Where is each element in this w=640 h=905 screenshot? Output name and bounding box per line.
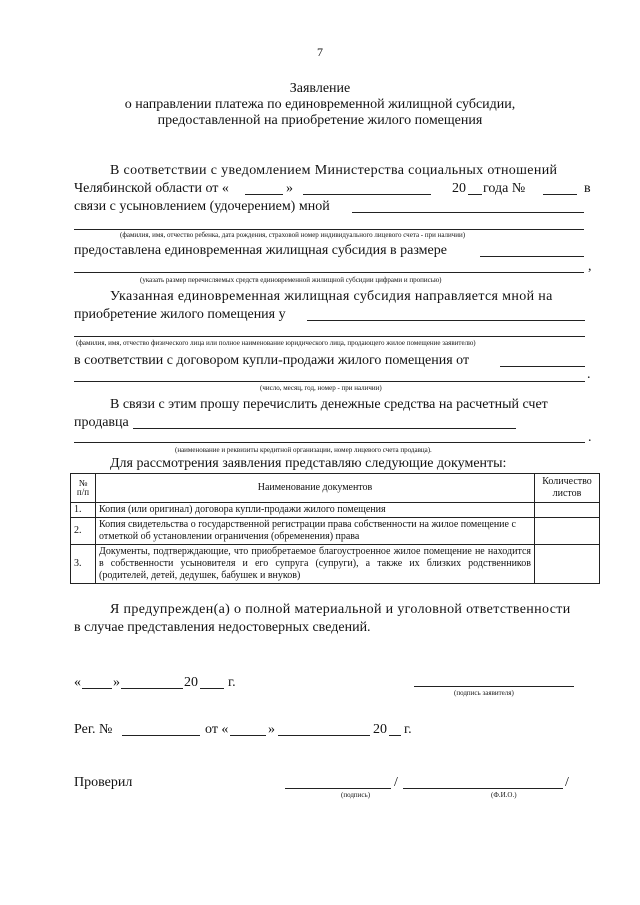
- year-number-label: года №: [483, 181, 526, 196]
- period-mark-2: .: [588, 430, 592, 445]
- registration-year-suffix: г.: [404, 722, 412, 737]
- table-row: [71, 518, 600, 545]
- document-name: Копия свидетельства о государственной регистрации права собственности на жилое помещение с отметкой об установлении ограничения (обременения) права: [96, 518, 535, 545]
- document-subtitle-line2: предоставленной на приобретение жилого помещения: [157, 113, 483, 128]
- warning-line1: Я предупрежден(а) о полной материальной и уголовной ответственности: [110, 602, 571, 617]
- notice-number-field[interactable]: [543, 194, 577, 195]
- checker-fio-field[interactable]: [403, 788, 563, 789]
- para1-line1: В соответствии с уведомлением Министерства социальных отношений: [110, 163, 558, 178]
- registration-from: от «: [205, 722, 229, 737]
- contract-date-field[interactable]: [500, 366, 585, 367]
- sheet-count-cell[interactable]: [535, 545, 600, 584]
- para1-line2-end: в: [584, 181, 591, 196]
- bank-details-field[interactable]: [133, 428, 516, 429]
- document-title: Заявление: [289, 81, 351, 96]
- seller-name-field-continued[interactable]: [74, 336, 585, 337]
- para3-line1: В связи с этим прошу перечислить денежные средства на расчетный счет: [110, 397, 548, 412]
- documents-intro: Для рассмотрения заявления представляю следующие документы:: [110, 456, 507, 471]
- para2-line1: Указанная единовременная жилищная субсидия направляется мной на: [110, 289, 553, 304]
- document-name: Документы, подтверждающие, что приобретаемое благоустроенное жилое помещение не находится в собственности усыновителя и его супруга (супруги), а также их близких родственников (родителей, детей, дедушек, бабушек и внуков): [96, 545, 535, 584]
- checker-fio-caption: (Ф.И.О.): [491, 791, 517, 799]
- column-count-header: Количество листов: [535, 474, 600, 503]
- date-month-field[interactable]: [121, 688, 183, 689]
- bank-details-caption: (наименование и реквизиты кредитной организации, номер лицевого счета продавца).: [175, 446, 432, 454]
- slash-separator-end: /: [565, 775, 569, 790]
- registration-month-field[interactable]: [278, 735, 370, 736]
- slash-separator: /: [394, 775, 398, 790]
- bank-details-field-continued[interactable]: [74, 442, 585, 443]
- registration-year-field[interactable]: [389, 735, 401, 736]
- para2-line3: в соответствии с договором купли-продажи жилого помещения от: [74, 353, 470, 368]
- checker-signature-field[interactable]: [285, 788, 391, 789]
- date-year-field[interactable]: [200, 688, 224, 689]
- table-header-row: [71, 474, 600, 503]
- contract-details-caption: (число, месяц, год, номер - при наличии): [260, 384, 382, 392]
- table-row: [71, 545, 600, 584]
- notice-year-field[interactable]: [468, 194, 482, 195]
- para1-line4: предоставлена единовременная жилищная субсидия в размере: [74, 243, 447, 258]
- contract-details-field[interactable]: [74, 381, 585, 382]
- column-name-header: Наименование документов: [96, 474, 535, 503]
- applicant-signature-field[interactable]: [414, 686, 574, 687]
- notice-month-field[interactable]: [303, 194, 431, 195]
- date-year-prefix: 20: [184, 675, 198, 690]
- child-info-field-continued[interactable]: [74, 229, 584, 230]
- column-number-header: № п/п: [71, 474, 96, 503]
- comma-mark: ,: [588, 259, 592, 274]
- year-prefix: 20: [452, 181, 466, 196]
- date-day-field[interactable]: [82, 688, 112, 689]
- registration-quote-close: »: [268, 722, 275, 737]
- row-number: 3.: [71, 545, 96, 584]
- para3-line2: продавца: [74, 415, 129, 430]
- row-number: 2.: [71, 518, 96, 545]
- child-info-caption: (фамилия, имя, отчество ребенка, дата рождения, страховой номер индивидуального лицевого счета - при наличии): [120, 231, 466, 239]
- sheet-count-cell[interactable]: [535, 518, 600, 545]
- para1-line2-start: Челябинской области от «: [74, 181, 229, 196]
- table-row: [71, 503, 600, 518]
- warning-line2: в случае представления недостоверных сведений.: [74, 620, 371, 635]
- registration-label: Рег. №: [74, 722, 113, 737]
- registration-year-prefix: 20: [373, 722, 387, 737]
- registration-day-field[interactable]: [230, 735, 266, 736]
- registration-number-field[interactable]: [122, 735, 200, 736]
- period-mark: .: [587, 367, 591, 382]
- document-name: Копия (или оригинал) договора купли-продажи жилого помещения: [96, 503, 535, 518]
- subsidy-amount-field[interactable]: [480, 256, 584, 257]
- checker-signature-caption: (подпись): [341, 791, 371, 799]
- documents-table: [70, 473, 600, 584]
- sheet-count-cell[interactable]: [535, 503, 600, 518]
- quote-close: »: [286, 181, 293, 196]
- applicant-signature-caption: (подпись заявителя): [454, 689, 514, 697]
- seller-name-field[interactable]: [307, 320, 585, 321]
- date-quote-close: »: [113, 675, 120, 690]
- date-year-suffix: г.: [228, 675, 236, 690]
- child-info-field[interactable]: [352, 212, 584, 213]
- date-quote-open: «: [74, 675, 81, 690]
- notice-day-field[interactable]: [245, 194, 283, 195]
- subsidy-amount-words-field[interactable]: [74, 272, 584, 273]
- checked-label: Проверил: [74, 775, 133, 790]
- document-subtitle-line1: о направлении платежа по единовременной жилищной субсидии,: [124, 97, 516, 112]
- para2-line2: приобретение жилого помещения у: [74, 307, 286, 322]
- seller-name-caption: (фамилия, имя, отчество физического лица или полное наименование юридического лица, продающего жилое помещение заявителю): [76, 339, 476, 347]
- subsidy-amount-caption: (указать размер перечисляемых средств единовременной жилищной субсидии цифрами и прописью): [140, 276, 442, 284]
- para1-line3: связи с усыновлением (удочерением) мной: [74, 199, 330, 214]
- page-number: 7: [317, 45, 323, 59]
- row-number: 1.: [71, 503, 96, 518]
